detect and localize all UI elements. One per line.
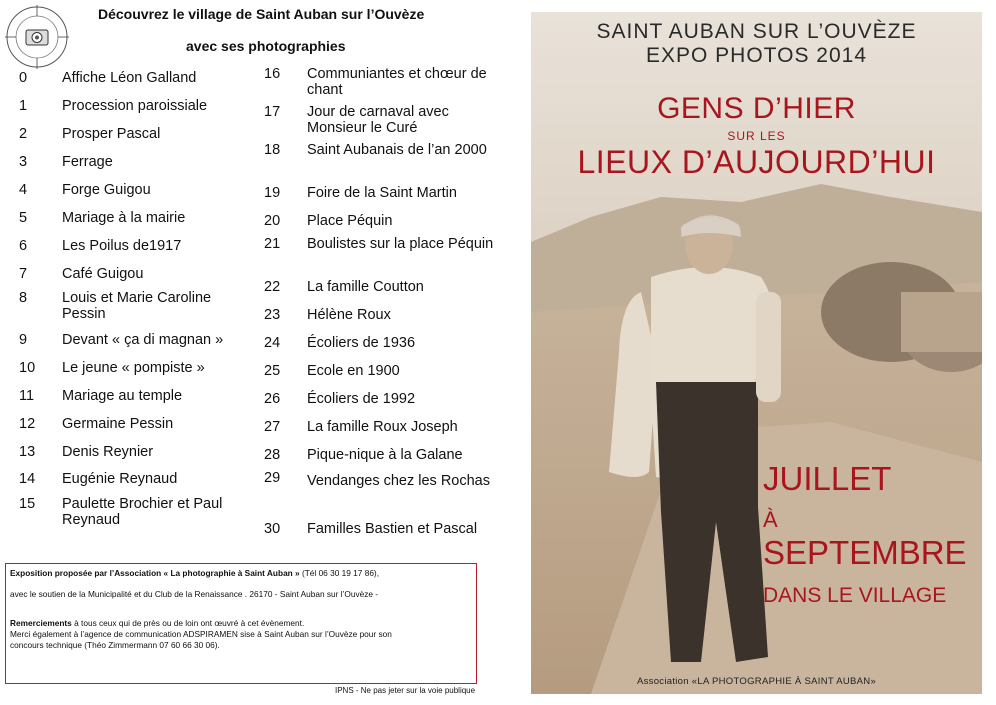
poster-date-line2: À — [763, 507, 778, 532]
organizer-label: Exposition proposée par l’Association « La photographie à Saint Auban » — [10, 568, 300, 578]
item-title: Jour de carnaval avec Monsieur le Curé — [307, 104, 449, 136]
item-title: Saint Aubanais de l’an 2000 — [307, 142, 487, 158]
item-title: Le jeune « pompiste » — [62, 360, 205, 376]
item-number: 5 — [19, 210, 28, 226]
item-number: 6 — [19, 238, 28, 254]
item-number: 24 — [264, 335, 281, 351]
item-title: Mariage au temple — [62, 388, 183, 404]
organizer-phone: (Tél 06 30 19 17 86), — [299, 568, 380, 578]
item-number: 19 — [264, 185, 281, 201]
item-title: Écoliers de 1936 — [307, 335, 416, 351]
thanks-text: à tous ceux qui de près ou de loin ont œuvré à cet évènement. — [71, 618, 305, 628]
item-number: 13 — [19, 444, 36, 460]
poster-association: Association «LA PHOTOGRAPHIE À SAINT AUBAN» — [636, 676, 877, 687]
poster-date-line4: DANS LE VILLAGE — [763, 584, 947, 607]
item-number: 15 — [19, 496, 36, 512]
item-number: 22 — [264, 279, 281, 295]
page-subheading: avec ses photographies — [186, 38, 346, 54]
item-number: 26 — [264, 391, 281, 407]
exhibition-info-box — [5, 563, 477, 684]
item-title: Pique-nique à la Galane — [307, 447, 463, 463]
item-title: Les Poilus de1917 — [62, 238, 182, 254]
exhibition-poster — [531, 12, 982, 694]
item-number: 28 — [264, 447, 281, 463]
item-title: La famille Roux Joseph — [307, 419, 458, 435]
item-number: 25 — [264, 363, 281, 379]
item-number: 7 — [19, 266, 28, 282]
item-number: 11 — [19, 388, 35, 404]
organizer-line — [10, 568, 472, 579]
item-title: Place Péquin — [307, 213, 393, 229]
item-title: Denis Reynier — [62, 444, 154, 460]
item-title: Écoliers de 1992 — [307, 391, 416, 407]
item-title: Prosper Pascal — [62, 126, 161, 142]
agency-contact-line: concours technique (Théo Zimmermann 07 60 66 30 06). — [10, 640, 220, 650]
item-number: 14 — [19, 471, 36, 487]
item-number: 2 — [19, 126, 28, 142]
poster-title-line1: SAINT AUBAN SUR L’OUVÈZE — [596, 20, 917, 43]
item-title: Café Guigou — [62, 266, 144, 282]
item-number: 10 — [19, 360, 36, 376]
page-heading: Découvrez le village de Saint Auban sur l’Ouvèze — [98, 6, 425, 22]
poster-subtitle-line1: GENS D’HIER — [657, 92, 856, 125]
item-number: 27 — [264, 419, 281, 435]
item-title: Communiantes et chœur de chant — [307, 66, 487, 98]
poster-date-line1: JUILLET — [763, 460, 892, 497]
item-number: 1 — [19, 98, 28, 114]
poster-date-line3: SEPTEMBRE — [763, 534, 967, 571]
item-title: Louis et Marie Caroline Pessin — [62, 290, 212, 322]
item-number: 23 — [264, 307, 281, 323]
agency-line: Merci également à l’agence de communication ADSPIRAMEN sise à Saint Auban sur l’Ouvèze pour son — [10, 629, 392, 639]
item-number: 8 — [19, 290, 28, 306]
poster-title-line2: EXPO PHOTOS 2014 — [645, 44, 868, 67]
item-title: Paulette Brochier et Paul Reynaud — [62, 496, 223, 528]
item-number: 30 — [264, 521, 281, 537]
item-title: Vendanges chez les Rochas — [307, 473, 490, 489]
item-title: Forge Guigou — [62, 182, 151, 198]
item-title: La famille Coutton — [307, 279, 424, 295]
item-number: 4 — [19, 182, 28, 198]
item-title: Eugénie Reynaud — [62, 471, 178, 487]
item-title: Hélène Roux — [307, 307, 391, 323]
poster-subtitle-line2: SUR LES — [727, 129, 786, 143]
ipns-note: IPNS - Ne pas jeter sur la voie publique — [335, 686, 476, 695]
item-title: Ecole en 1900 — [307, 363, 400, 379]
association-logo — [4, 4, 70, 70]
item-title: Procession paroissiale — [62, 98, 208, 114]
item-title: Familles Bastien et Pascal — [307, 521, 478, 537]
item-number: 18 — [264, 142, 281, 158]
item-title: Devant « ça di magnan » — [62, 332, 224, 348]
item-title: Germaine Pessin — [62, 416, 174, 432]
item-number: 0 — [19, 70, 28, 86]
poster-subtitle-line3: LIEUX D’AUJOURD’HUI — [577, 144, 936, 180]
item-number: 21 — [264, 236, 281, 252]
item-title: Affiche Léon Galland — [62, 70, 197, 86]
item-number: 12 — [19, 416, 36, 432]
support-line: avec le soutien de la Municipalité et du Club de la Renaissance . 26170 - Saint Auban sur l’Ouvèze - — [10, 589, 379, 599]
item-title: Foire de la Saint Martin — [307, 185, 457, 201]
item-number: 9 — [19, 332, 28, 348]
item-number: 29 — [264, 470, 281, 486]
item-number: 17 — [264, 104, 281, 120]
thanks-label: Remerciements — [10, 618, 72, 628]
item-title: Ferrage — [62, 154, 113, 170]
item-title: Mariage à la mairie — [62, 210, 186, 226]
item-title: Boulistes sur la place Péquin — [307, 236, 494, 252]
item-number: 16 — [264, 66, 281, 82]
item-number: 3 — [19, 154, 28, 170]
item-number: 20 — [264, 213, 281, 229]
thanks-line — [10, 618, 472, 629]
